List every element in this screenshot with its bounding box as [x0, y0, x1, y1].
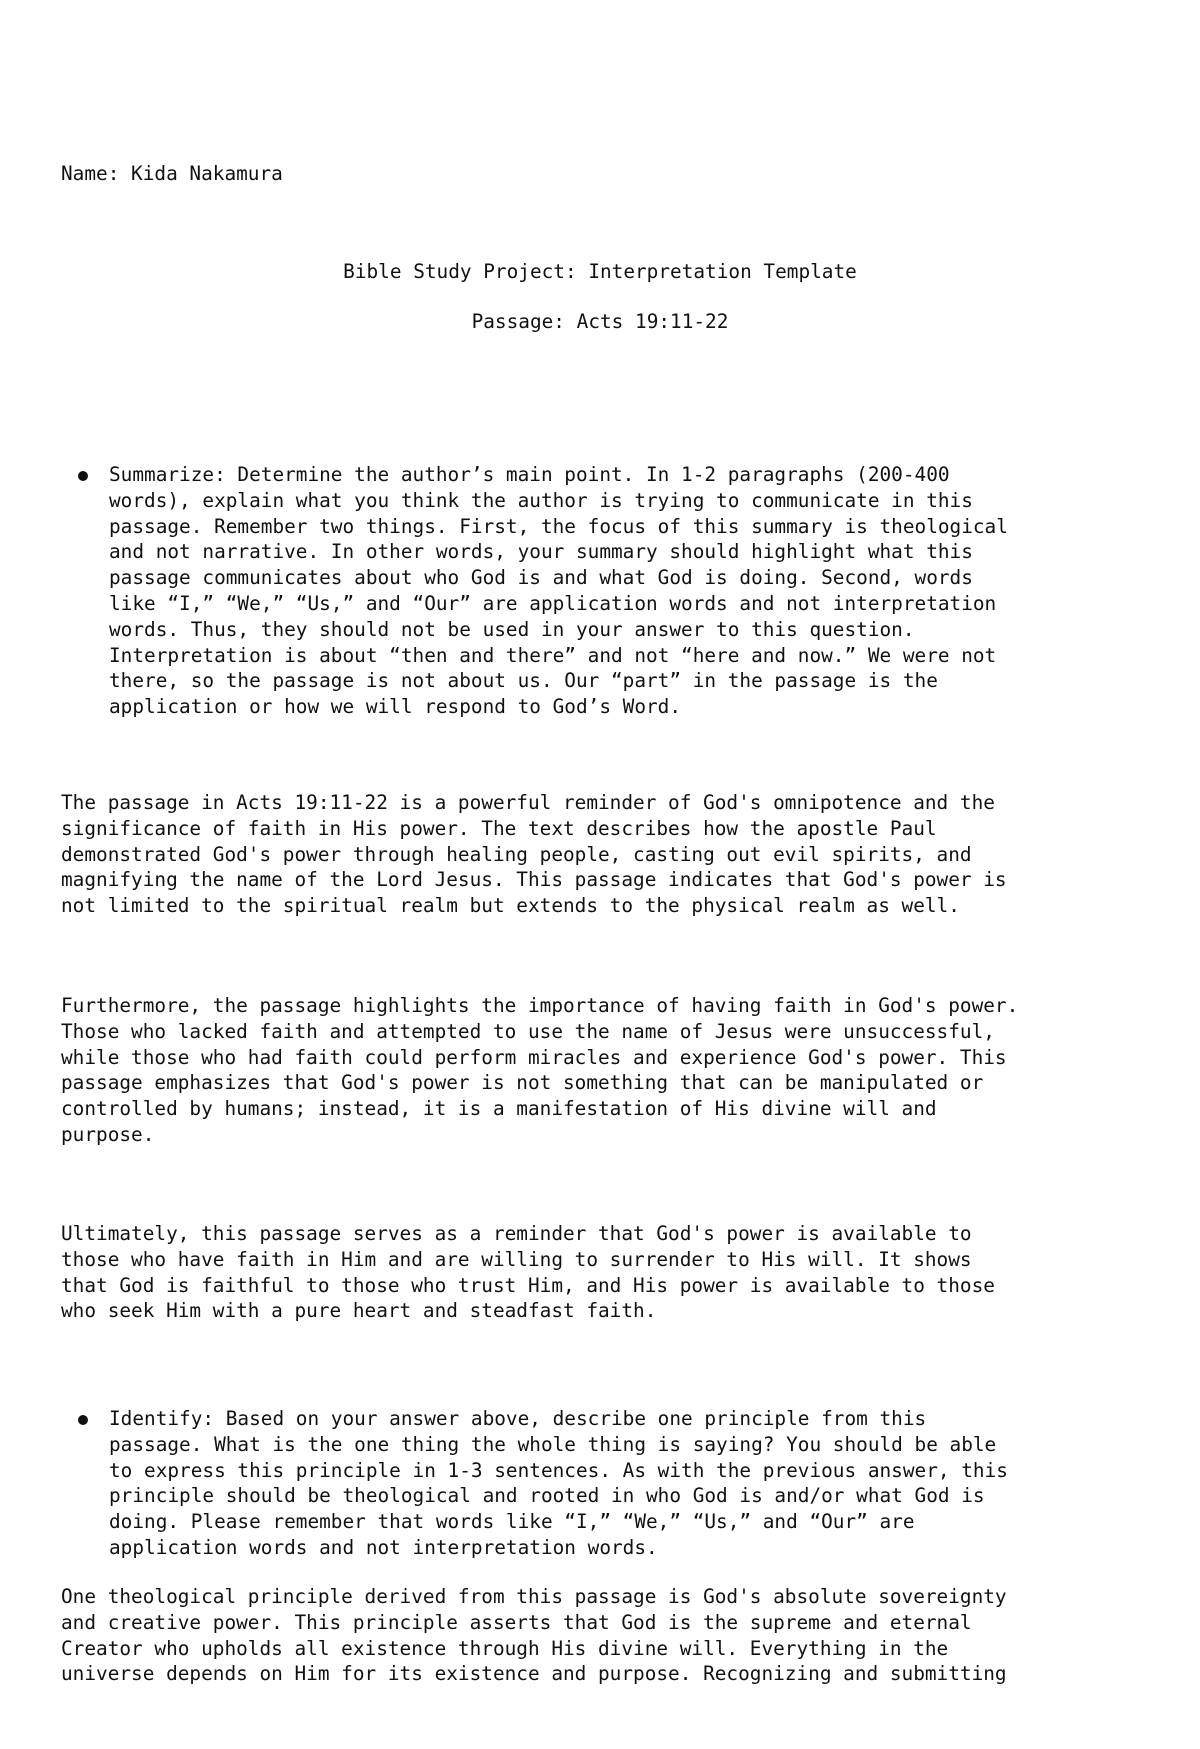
- bullet-icon: [78, 471, 88, 481]
- document-title: Bible Study Project: Interpretation Template: [343, 260, 857, 283]
- bullet-icon: [78, 1415, 88, 1425]
- summary-paragraph-3: Ultimately, this passage serves as a reminder that God's power is available to those who have faith in Him and are willing to surrender to His will. It shows that God is faithful to those who trust Him, and His power is available to those who seek Him with a pure heart and steadfast faith.: [61, 1222, 995, 1323]
- student-name: Name: Kida Nakamura: [61, 162, 283, 185]
- principle-paragraph: One theological principle derived from this passage is God's absolute sovereignty and creative power. This principle asserts that God is the supreme and eternal Creator who upholds all existence through His divine will. Everything in the universe depends on Him for its existence and purpose. Recognizing and submitting: [61, 1585, 1007, 1686]
- identify-question-text: Identify: Based on your answer above, describe one principle from this passage. What is the one thing the whole thing is saying? You should be able to express this principle in 1-3 sentences. As with the previous answer, this principle should be theological and rooted in who God is and/or what God is doing. Please remember that words like “I,” “We,” “Us,” and “Our” are application words and not interpretation words.: [109, 1407, 1008, 1559]
- passage-reference: Passage: Acts 19:11-22: [471, 310, 729, 333]
- summary-paragraph-1: The passage in Acts 19:11-22 is a powerful reminder of God's omnipotence and the significance of faith in His power. The text describes how the apostle Paul demonstrated God's power through healing people, casting out evil spirits, and magnifying the name of the Lord Jesus. This passage indicates that God's power is not limited to the spiritual realm but extends to the physical realm as well.: [61, 791, 1007, 918]
- summarize-question-text: Summarize: Determine the author’s main point. In 1-2 paragraphs (200-400 words), explain what you think the author is trying to communicate in this passage. Remember two things. First, the focus of this summary is theological and not narrative. In other words, your summary should highlight what this passage communicates about who God is and what God is doing. Second, words like “I,” “We,” “Us,” and “Our” are application words and not interpretation words. Thus, they should not be used in your answer to this question. Interpretation is about “then and there” and not “here and now.” We were not there, so the passage is not about us. Our “part” in the passage is the application or how we will respond to God’s Word.: [109, 463, 1008, 719]
- summary-paragraph-2: Furthermore, the passage highlights the importance of having faith in God's power. Those who lacked faith and attempted to use the name of Jesus were unsuccessful, while those who had faith could perform miracles and experience God's power. This passage emphasizes that God's power is not something that can be manipulated or controlled by humans; instead, it is a manifestation of His divine will and purpose.: [61, 994, 1019, 1146]
